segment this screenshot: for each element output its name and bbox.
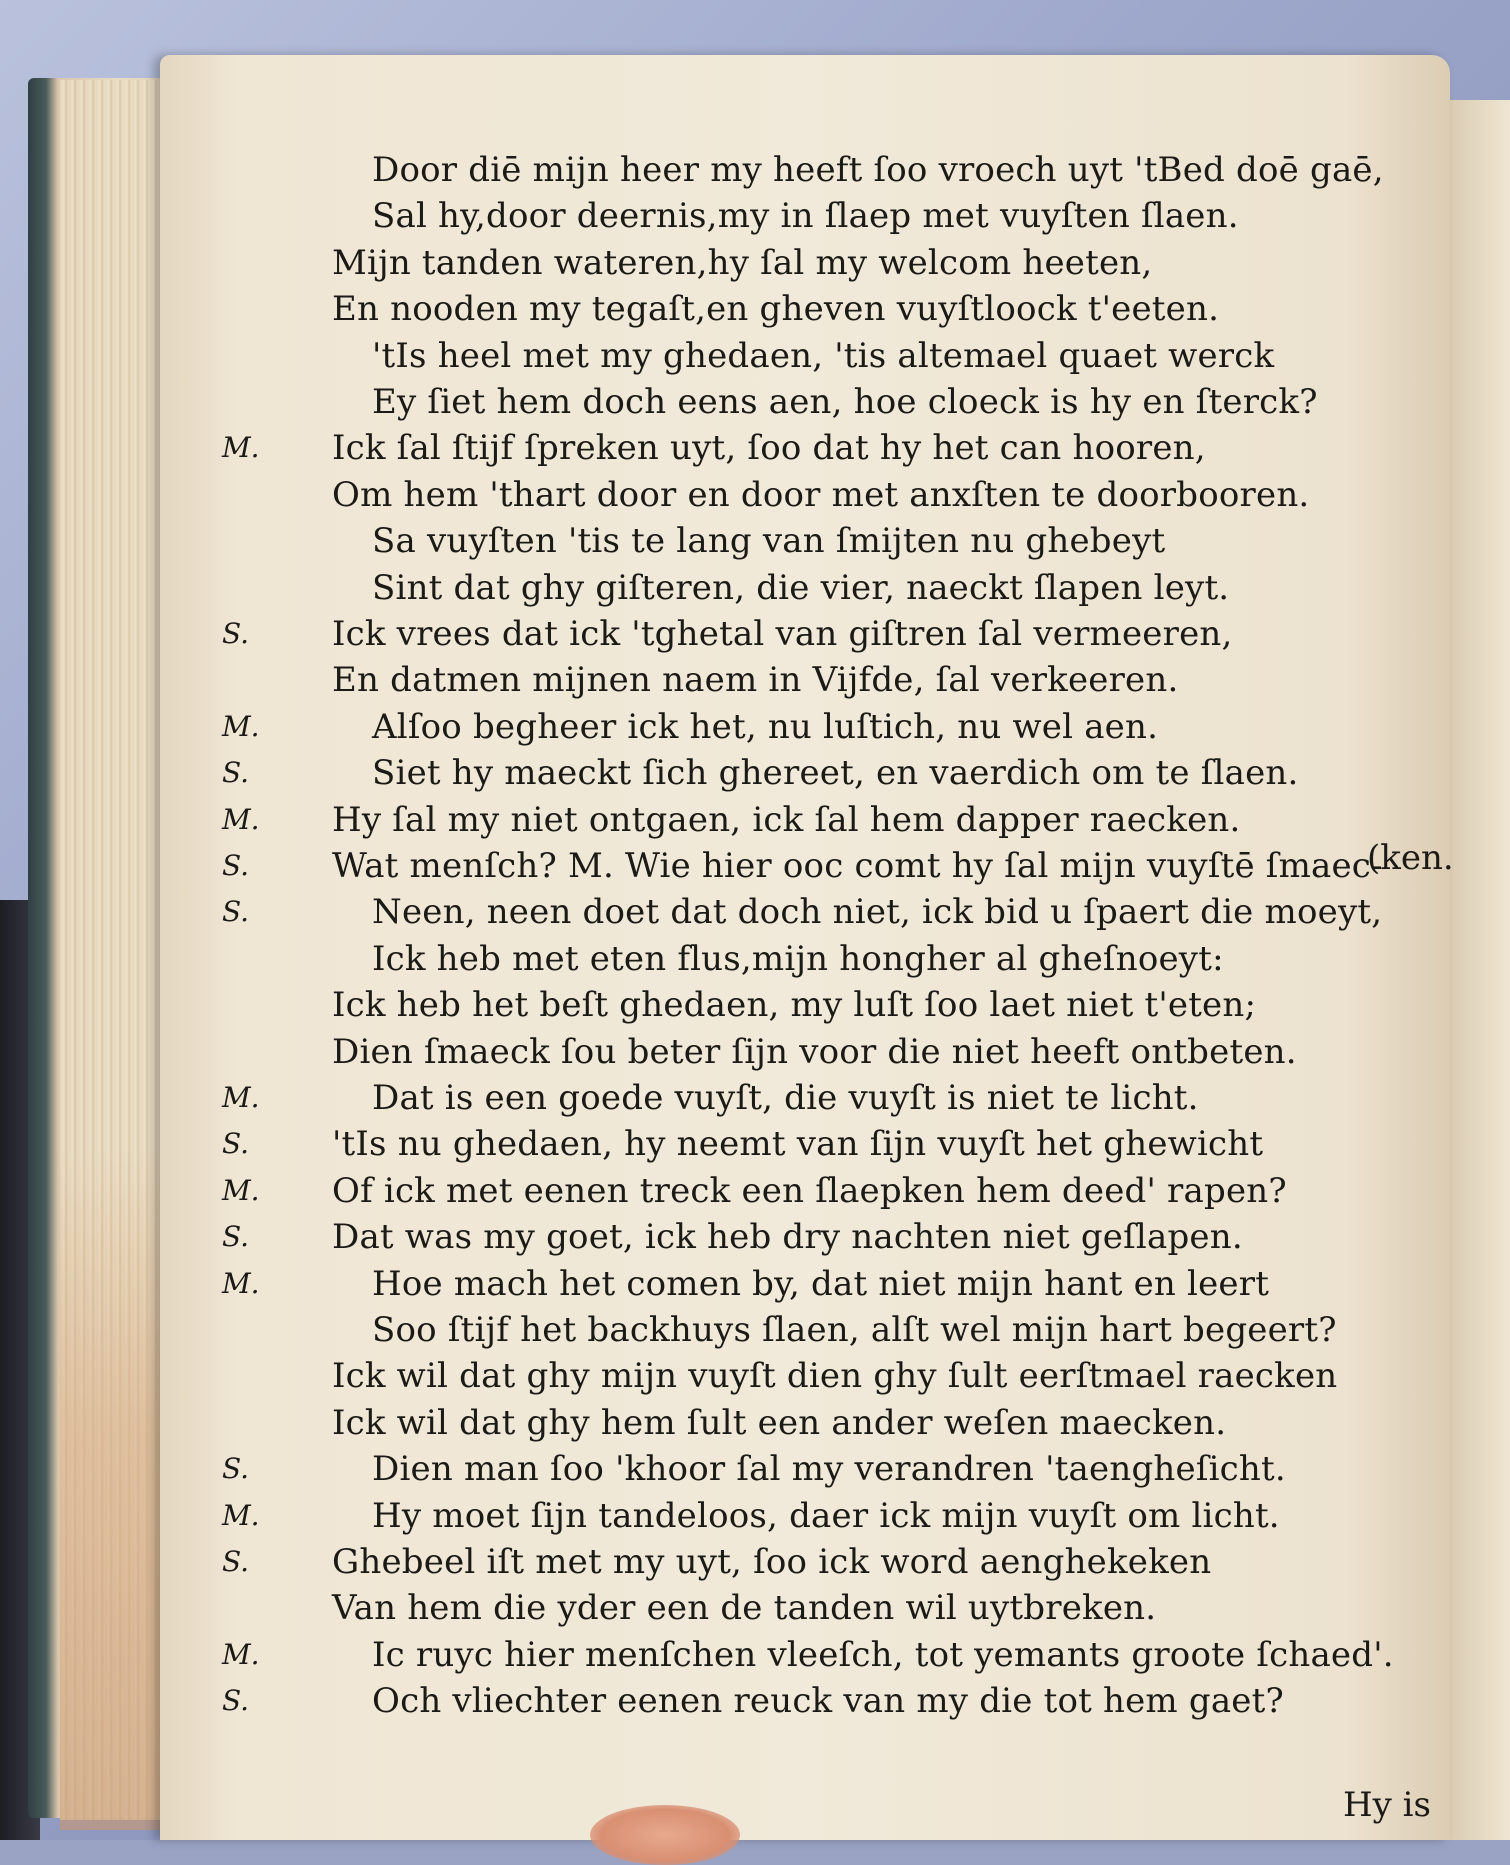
verse-line: Of ick met eenen treck een ſlaepken hem deed' rapen? <box>332 1171 1287 1211</box>
verse-line: Hy moet ſijn tandeloos, daer ick mijn vuyſt om licht. <box>372 1496 1280 1536</box>
verse-line: Ick heb met eten flus,mijn hongher al gheſnoeyt: <box>372 939 1224 979</box>
verse-line: Door diē mijn heer my heeft ſoo vroech uyt 'tBed doē gaē, <box>372 150 1384 190</box>
speaker-label: M. <box>222 1499 260 1532</box>
verse-line: Ghebeel iſt met my uyt, ſoo ick word aenghekeken <box>332 1542 1212 1582</box>
speaker-label: S. <box>222 1220 250 1253</box>
speaker-label: S. <box>222 1545 250 1578</box>
verse-line: Sa vuyſten 'tis te lang van ſmijten nu ghebeyt <box>372 521 1166 561</box>
verse-line: Dat was my goet, ick heb dry nachten niet geſlapen. <box>332 1217 1243 1257</box>
speaker-label: M. <box>222 1081 260 1114</box>
verse-line: Hoe mach het comen by, dat niet mijn hant en leert <box>372 1264 1270 1304</box>
speaker-label: S. <box>222 849 250 882</box>
speaker-label: S. <box>222 1684 250 1717</box>
verse-line: Dien man ſoo 'khoor ſal my verandren 'taengheſicht. <box>372 1449 1286 1489</box>
verse-line: Van hem die yder een de tanden wil uytbreken. <box>332 1588 1157 1628</box>
verse-line: Neen, neen doet dat doch niet, ick bid u ſpaert die moeyt, <box>372 892 1383 932</box>
verse-line: 'tIs nu ghedaen, hy neemt van ſijn vuyſt het ghewicht <box>332 1124 1264 1164</box>
verse-line: Ick wil dat ghy mijn vuyſt dien ghy ſult eerſtmael raecken <box>332 1356 1338 1396</box>
verse-line: Ic ruyc hier menſchen vleeſch, tot yemants groote ſchaed'. <box>372 1635 1394 1675</box>
verse-line: Hy ſal my niet ontgaen, ick ſal hem dapper raecken. <box>332 800 1241 840</box>
speaker-label: M. <box>222 1638 260 1671</box>
catchword: Hy is <box>1343 1785 1431 1825</box>
speaker-label: M. <box>222 803 260 836</box>
verse-line: Ick vrees dat ick 'tghetal van giſtren ſal vermeeren, <box>332 614 1233 654</box>
verse-line: Sal hy,door deernis,my in ſlaep met vuyſten ſlaen. <box>372 196 1239 236</box>
speaker-label: M. <box>222 1267 260 1300</box>
verse-line: Om hem 'thart door en door met anxſten te doorbooren. <box>332 475 1310 515</box>
speaker-label: S. <box>222 756 250 789</box>
verse-line: Wat menſch? M. Wie hier ooc comt hy ſal mijn vuyſtē ſmaec- <box>332 846 1383 886</box>
verse-line: 'tIs heel met my ghedaen, 'tis altemael quaet werck <box>372 336 1275 376</box>
verse-line: Siet hy maeckt ſich ghereet, en vaerdich om te ſlaen. <box>372 753 1299 793</box>
verse-line: Sint dat ghy giſteren, die vier, naeckt ſlapen leyt. <box>372 568 1230 608</box>
verse-line: Soo ſtijf het backhuys ſlaen, alſt wel mijn hart begeert? <box>372 1310 1337 1350</box>
thumb <box>590 1805 740 1865</box>
verse-line: Mijn tanden wateren,hy ſal my welcom heeten, <box>332 243 1153 283</box>
page-stain <box>60 1150 170 1830</box>
verse-line: Ick wil dat ghy hem ſult een ander weſen maecken. <box>332 1403 1227 1443</box>
speaker-label: S. <box>222 1452 250 1485</box>
book-page <box>160 55 1454 1840</box>
verse-line: Dien ſmaeck ſou beter ſijn voor die niet heeft ontbeten. <box>332 1032 1297 1072</box>
speaker-label: M. <box>222 431 260 464</box>
verse-line: En datmen mijnen naem in Vijfde, ſal verkeeren. <box>332 660 1179 700</box>
speaker-label: S. <box>222 617 250 650</box>
verse-line: Ick ſal ſtijf ſpreken uyt, ſoo dat hy het can hooren, <box>332 428 1206 468</box>
speaker-label: S. <box>222 1127 250 1160</box>
speaker-label: M. <box>222 710 260 743</box>
margin-note: (ken. <box>1367 838 1454 878</box>
verse-line: Ey ſiet hem doch eens aen, hoe cloeck is hy en ſterck? <box>372 382 1318 422</box>
speaker-label: S. <box>222 895 250 928</box>
verse-line: En nooden my tegaſt,en gheven vuyſtloock t'eeten. <box>332 289 1220 329</box>
facing-page-edge <box>1440 100 1510 1840</box>
speaker-label: M. <box>222 1174 260 1207</box>
verse-line: Och vliechter eenen reuck van my die tot hem gaet? <box>372 1681 1284 1721</box>
verse-line: Alſoo begheer ick het, nu luſtich, nu wel aen. <box>372 707 1159 747</box>
verse-line: Ick heb het beſt ghedaen, my luſt ſoo laet niet t'eten; <box>332 985 1257 1025</box>
verse-line: Dat is een goede vuyſt, die vuyſt is niet te licht. <box>372 1078 1199 1118</box>
